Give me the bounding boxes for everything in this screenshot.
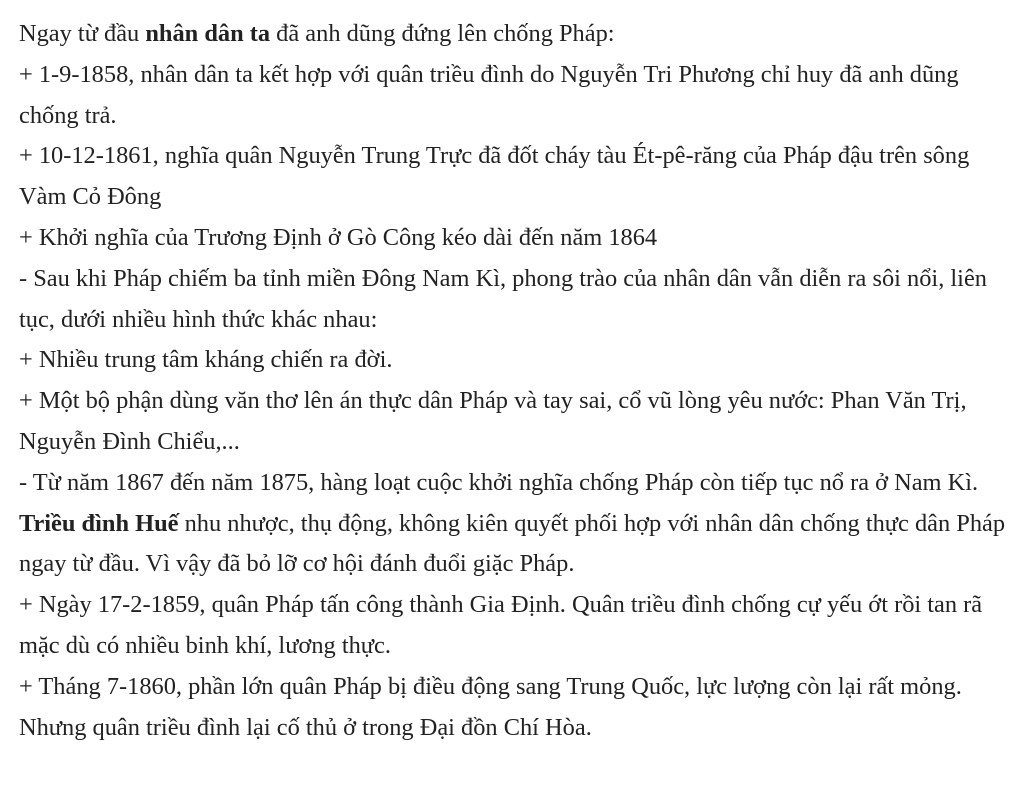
paragraph-intro: Ngay từ đầu nhân dân ta đã anh dũng đứng lên chống Pháp:: [19, 20, 615, 47]
bold-phrase: nhân dân ta: [145, 20, 271, 47]
paragraph-item: - Sau khi Pháp chiếm ba tỉnh miền Đông Nam Kì, phong trào của nhân dân vẫn diễn ra sôi nổi, liên tục, dưới nhiều hình thức khác nhau:: [19, 264, 987, 333]
paragraph-item: + Một bộ phận dùng văn thơ lên án thực dân Pháp và tay sai, cổ vũ lòng yêu nước: Phan Văn Trị, Nguyễn Đình Chiểu,...: [19, 387, 967, 455]
paragraph-item: + 1-9-1858, nhân dân ta kết hợp với quân triều đình do Nguyễn Tri Phương chỉ huy đã anh dũng chống trả.: [19, 60, 959, 129]
bold-phrase: Triều đình Huế: [19, 509, 179, 537]
paragraph-item: + Khởi nghĩa của Trương Định ở Gò Công kéo dài đến năm 1864: [19, 223, 658, 251]
paragraph-item: + Nhiều trung tâm kháng chiến ra đời.: [19, 346, 393, 374]
paragraph-item: + Ngày 17-2-1859, quân Pháp tấn công thành Gia Định. Quân triều đình chống cự yếu ớt rồi tan rã mặc dù có nhiều binh khí, lương thực.: [19, 591, 983, 659]
paragraph-court: Triều đình Huế nhu nhược, thụ động, không kiên quyết phối hợp với nhân dân chống thực dân Pháp ngay từ đầu. Vì vậy đã bỏ lỡ cơ hội đánh đuổi giặc Pháp.: [19, 509, 1006, 578]
paragraph-item: + Tháng 7-1860, phần lớn quân Pháp bị điều động sang Trung Quốc, lực lượng còn lại rất mỏng. Nhưng quân triều đình lại cố thủ ở trong Đại đồn Chí Hòa.: [19, 672, 962, 741]
paragraph-item: - Từ năm 1867 đến năm 1875, hàng loạt cuộc khởi nghĩa chống Pháp còn tiếp tục nổ ra ở Nam Kì.: [19, 468, 979, 496]
paragraph-item: + 10-12-1861, nghĩa quân Nguyễn Trung Trực đã đốt cháy tàu Ét-pê-răng của Pháp đậu trên sông Vàm Cỏ Đông: [19, 142, 970, 211]
